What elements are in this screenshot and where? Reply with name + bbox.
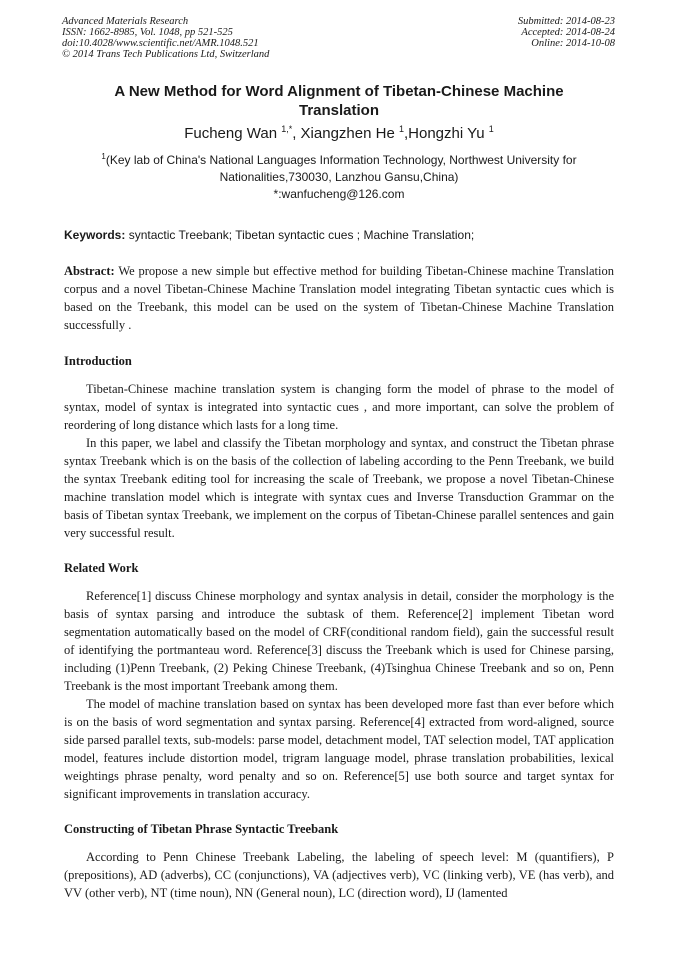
author-list	[64, 125, 614, 143]
online-date: Online: 2014-10-08	[531, 38, 615, 49]
journal-issn: ISSN: 1662-8985, Vol. 1048, pp 521-525	[62, 27, 233, 38]
keywords-label: Keywords:	[64, 228, 126, 242]
journal-name: Advanced Materials Research	[62, 16, 189, 27]
introduction-paragraph-1: Tibetan-Chinese machine translation system is changing form the model of phrase to the model of syntax, model of syntax is integrated into syntactic cues , and more important, can solve the problem of reordering of long distance which lasts for a long time.	[64, 382, 614, 432]
submission-dates	[518, 16, 615, 49]
introduction-paragraph-2: In this paper, we label and classify the Tibetan morphology and syntax, and construct the Tibetan phrase syntax Treebank which is on the basis of the collection of labeling according to the Penn Treebank, we build the syntax Treebank editing tool for increasing the scale of Treebank, we propose a novel Tibetan-Chinese machine translation model which is integrate with syntax cues and Inverse Transduction Grammar on the basis of Tibetan syntax Treebank, we implement on the corpus of Tibetan-Chinese parallel sentences and gain very successful result.	[64, 436, 614, 540]
journal-copyright: © 2014 Trans Tech Publications Ltd, Switzerland	[62, 49, 270, 60]
author-1: Fucheng Wan	[184, 125, 282, 142]
affiliation-line2: Nationalities,730030, Lanzhou Gansu,China)	[219, 170, 459, 184]
affiliation-line1: (Key lab of China's National Languages Information Technology, Northwest University for	[105, 153, 577, 167]
paper-title-line2: Translation	[298, 102, 380, 119]
related-work-paragraph-2: The model of machine translation based on syntax has been developed more fast than ever before which is on the basis of word segmentation and syntax parsing. Reference[4] extracted from word-aligned, source side parsed parallel texts, sub-models: parse model, detachment model, TAT selection model, TAT application model, features include distortion model, trigram language model, phrase translation probabilities, lexical weightings phrase penalty, word penalty and so on. Reference[5] use both source and target syntax for significant improvements in translation accuracy.	[64, 697, 614, 801]
author-2-affil: 1	[398, 124, 404, 134]
accepted-date: Accepted: 2014-08-24	[521, 27, 615, 38]
journal-doi: doi:10.4028/www.scientific.net/AMR.1048.521	[62, 38, 259, 49]
author-2: , Xiangzhen He	[292, 125, 399, 142]
author-3: ,Hongzhi Yu	[403, 125, 489, 142]
affiliation	[74, 152, 604, 203]
abstract-text: We propose a new simple but effective method for building Tibetan-Chinese machine Translation corpus and a novel Tibetan-Chinese Machine Translation model integrating Tibetan syntactic cues which is based on the Treebank, this model can be used on the system of Tibetan-Chinese Machine Translation successfully .	[64, 264, 614, 332]
keywords-text: syntactic Treebank; Tibetan syntactic cues ; Machine Translation;	[125, 228, 475, 242]
paper-title-line1: A New Method for Word Alignment of Tibetan-Chinese Machine	[114, 83, 564, 100]
abstract	[64, 262, 614, 334]
introduction-section	[64, 380, 614, 542]
constructing-paragraph-1: According to Penn Chinese Treebank Labeling, the labeling of speech level: M (quantifiers), P (prepositions), AD (adverbs), CC (conjunctions), VA (adjectives verb), VC (linking verb), VE (has verb), and VV (other verb), NT (time noun), NN (General noun), LC (direction word), IJ (lamented	[64, 850, 614, 900]
abstract-label: Abstract:	[64, 264, 115, 278]
submitted-date: Submitted: 2014-08-23	[517, 16, 615, 27]
related-work-heading: Related Work	[64, 561, 139, 575]
related-work-section	[64, 587, 614, 803]
journal-header	[62, 16, 269, 60]
corresponding-email: *:wanfucheng@126.com	[273, 187, 405, 201]
keywords	[64, 228, 614, 243]
related-work-paragraph-1: Reference[1] discuss Chinese morphology and syntax analysis in detail, consider the morphology is the basis of syntax parsing and introduce the subtask of them. Reference[2] implement Tibetan word segmentation automatically based on the model of CRF(conditional random field), gain the successful result of identifying the portmanteau word. Reference[3] discuss the Treebank which is used for Chinese parsing, including (1)Penn Treebank, (2) Peking Chinese Treebank, (4)Tsinghua Chinese Treebank and so on, Penn Treebank is the most important Treebank among them.	[64, 589, 614, 693]
affiliation-marker: 1	[101, 152, 106, 161]
introduction-heading: Introduction	[64, 354, 132, 368]
constructing-heading: Constructing of Tibetan Phrase Syntactic Treebank	[64, 822, 339, 836]
author-1-affil: 1,*	[281, 124, 293, 134]
paper-title	[64, 82, 614, 120]
author-3-affil: 1	[488, 124, 494, 134]
constructing-section	[64, 848, 614, 902]
